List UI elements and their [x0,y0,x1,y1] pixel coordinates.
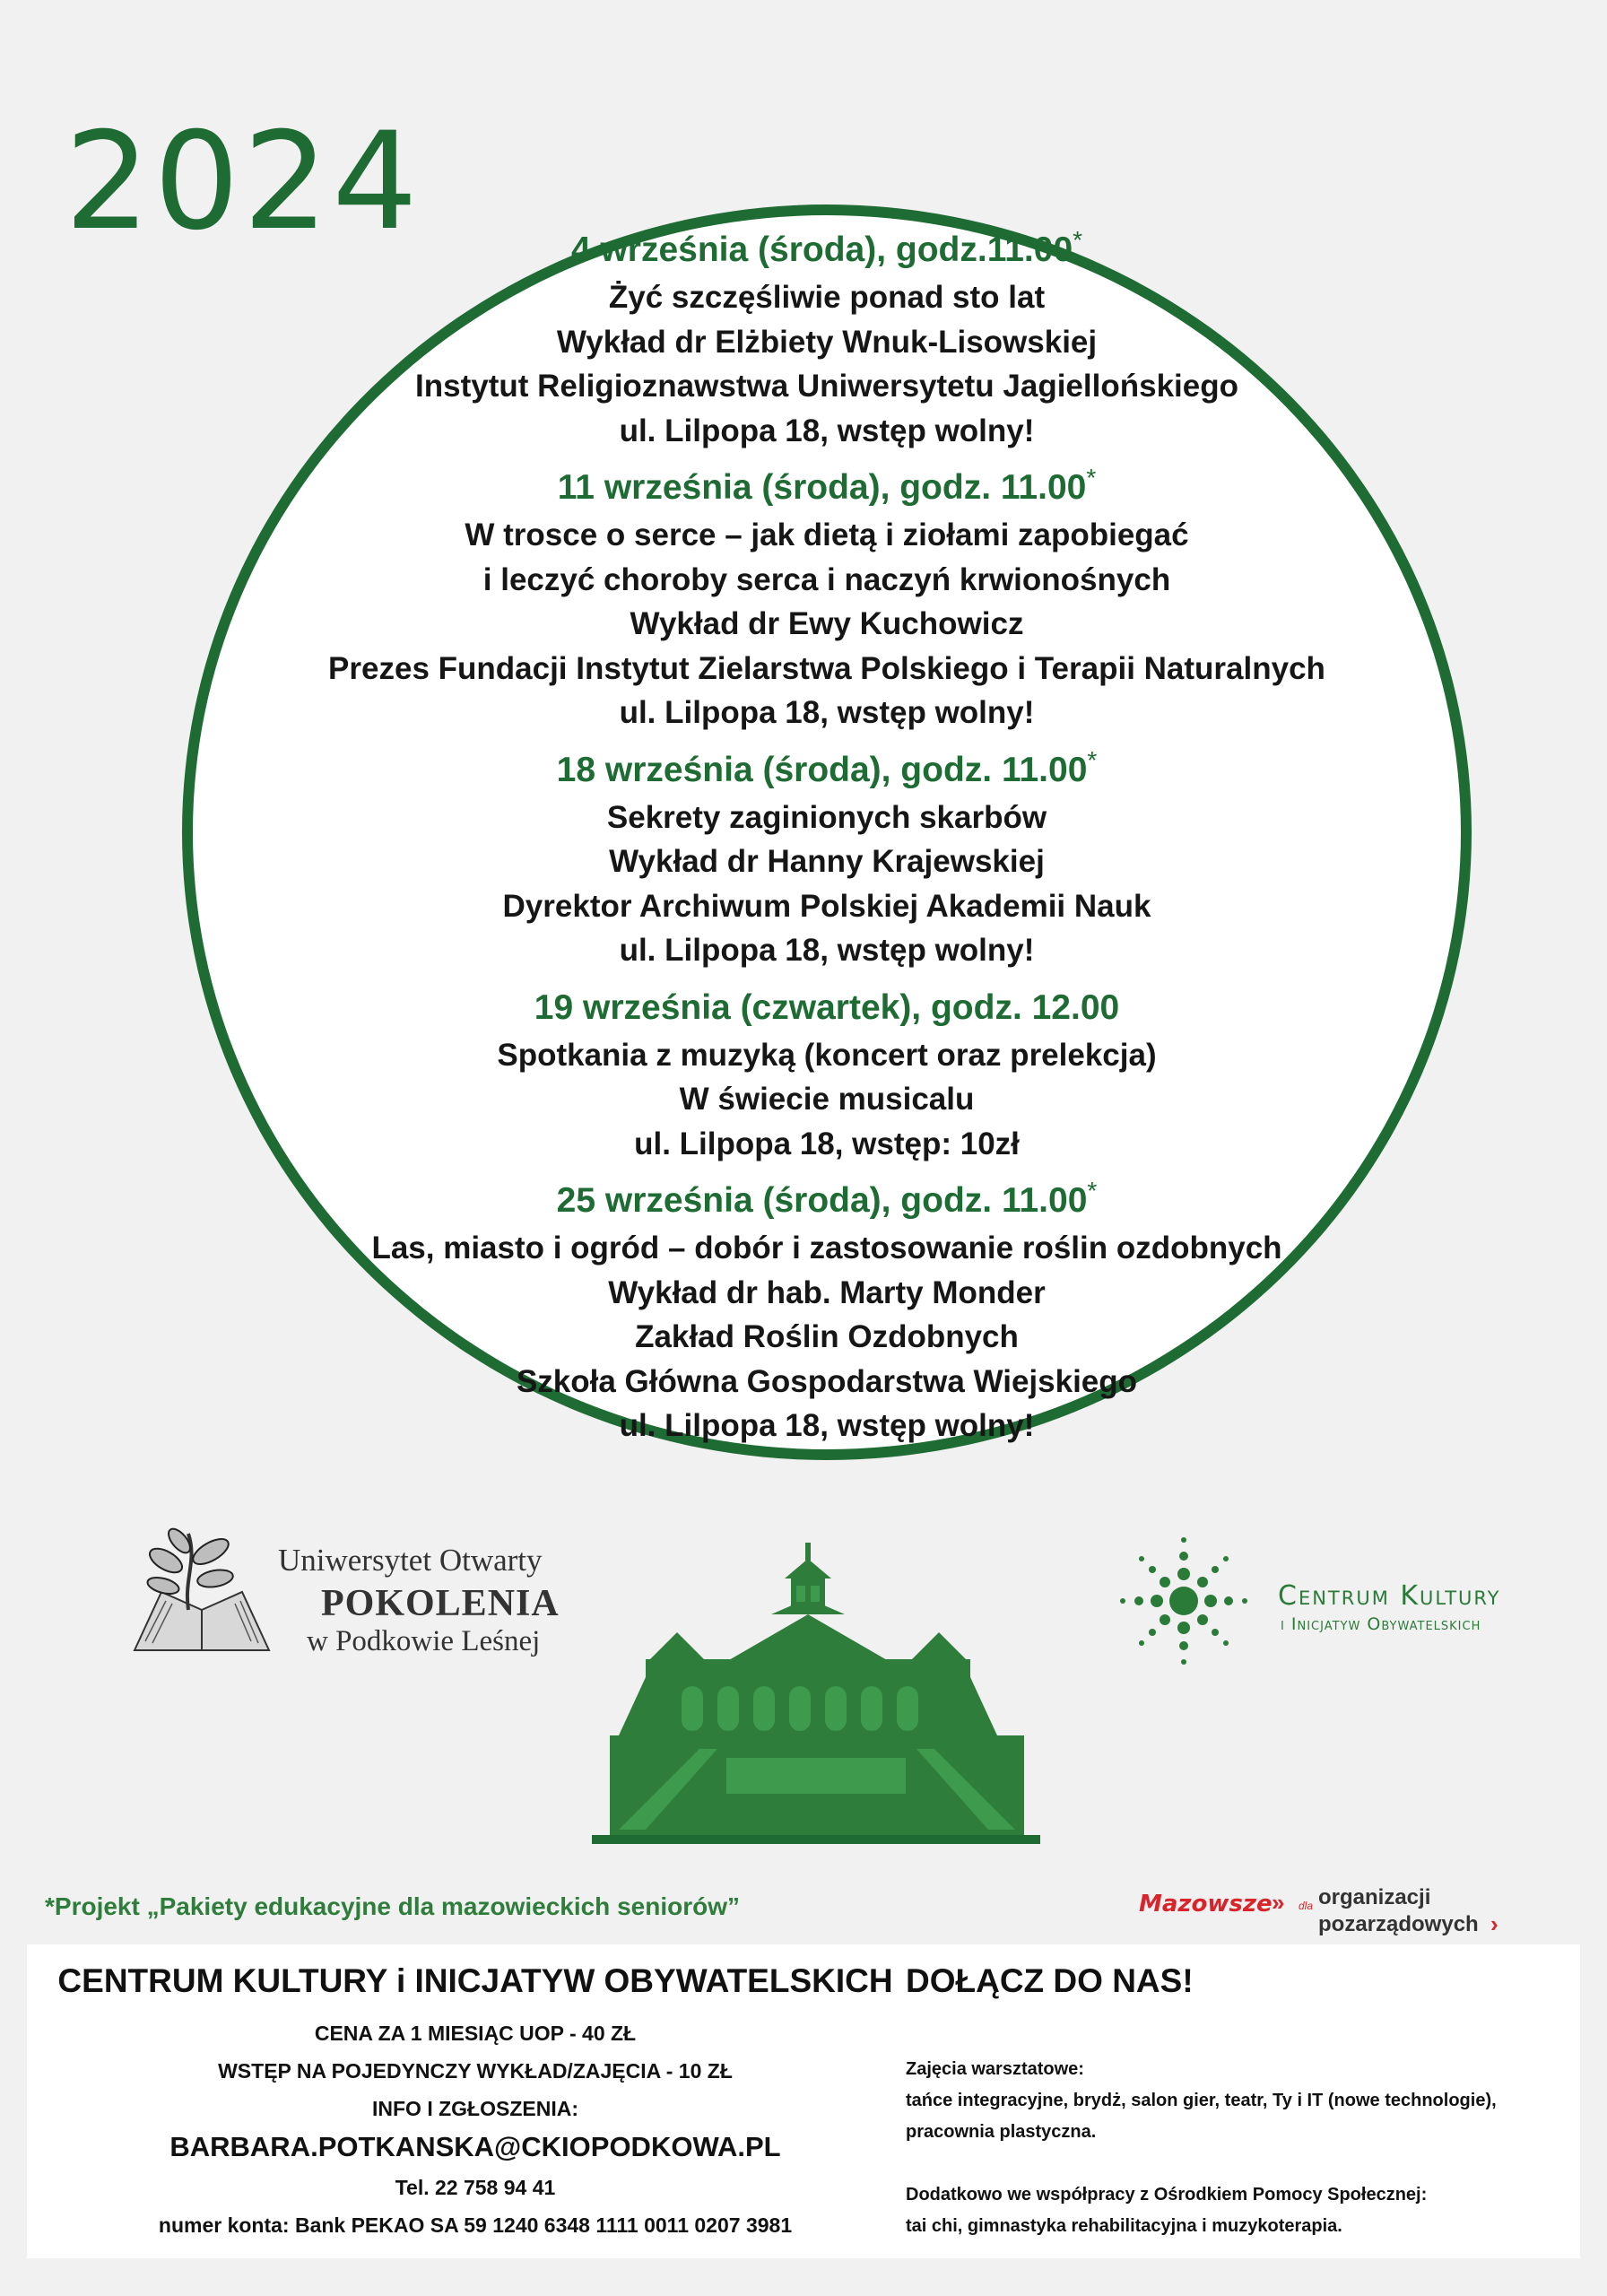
event-location: ul. Lilpopa 18, wstęp wolny! [619,695,1035,730]
event-location: ul. Lilpopa 18, wstęp wolny! [619,1408,1035,1443]
year-heading: 2024 [65,104,421,260]
building-illustration [592,1543,1040,1848]
event-title: Sekrety zaginionych skarbów [606,799,1047,835]
event-date: 11 września (środa), godz. 11.00* [557,464,1097,507]
event-item [182,215,1472,453]
uop-logo [126,1525,592,1686]
mazowsze-brand: Mazowsze [1139,1891,1273,1918]
price-month: CENA ZA 1 MIESIĄC UOP - 40 ZŁ [314,2022,637,2045]
event-title: Spotkania z muzyką (koncert oraz prelekcja) [497,1037,1157,1073]
uop-line1: Uniwersytet Otwarty [278,1543,543,1578]
event-lecturer: Wykład dr hab. Marty Monder [608,1274,1046,1310]
event-affiliation: Zakład Roślin Ozdobnych [635,1319,1019,1354]
event-title: Żyć szczęśliwie ponad sto lat [608,280,1046,315]
events-list [182,215,1472,1448]
event-item [182,453,1472,735]
mazowsze-logo [1139,1882,1516,1944]
event-title-cont: i leczyć choroby serca i naczyń krwionośnych [482,561,1171,597]
workshops-list-cont: pracownia plastyczna. [906,2122,1097,2142]
event-date: 4 września (środa), godz.11.00* [570,226,1083,269]
asterisk-mark: * [1086,464,1097,491]
mazowsze-org2: pozarządowych [1318,1912,1479,1936]
event-lecturer: Wykład dr Elżbiety Wnuk-Lisowskiej [556,324,1098,360]
extra-label: Dodatkowo we współpracy z Ośrodkiem Pomocy Społecznej: [906,2185,1428,2205]
info-title: CENTRUM KULTURY i INICJATYW OBYWATELSKICH [57,1962,893,1999]
ckio-line1: Centrum Kultury [1278,1580,1501,1612]
info-label: INFO I ZGŁOSZENIA: [372,2097,578,2120]
bank-account: numer konta: Bank PEKAO SA 59 1240 6348 1111 0011 0207 3981 [158,2213,793,2237]
event-lecturer: Wykład dr Hanny Krajewskiej [609,844,1045,879]
asterisk-mark: * [1087,1177,1098,1205]
asterisk-mark: * [1087,745,1098,774]
event-affiliation: Instytut Religioznawstwa Uniwersytetu Jagiellońskiego [415,369,1238,404]
join-title: DOŁĄCZ DO NAS! [906,1962,1194,1999]
event-affiliation-2: Szkoła Główna Gospodarstwa Wiejskiego [516,1363,1138,1399]
event-date: 18 września (środa), godz. 11.00* [556,745,1098,789]
mazowsze-dla: dla [1299,1900,1314,1912]
event-title: Las, miasto i ogród – dobór i zastosowanie roślin ozdobnych [371,1231,1282,1265]
event-lecturer: Wykład dr Ewy Kuchowicz [630,606,1024,641]
event-date: 25 września (środa), godz. 11.00* [556,1177,1098,1220]
extra-list: tai chi, gimnastyka rehabilitacyjna i muzykoterapia. [906,2216,1342,2236]
event-item [182,735,1472,973]
event-location: ul. Lilpopa 18, wstęp wolny! [619,413,1035,448]
price-single: WSTĘP NA POJEDYNCZY WYKŁAD/ZAJĘCIA - 10 ZŁ [218,2059,733,2083]
event-location: ul. Lilpopa 18, wstęp: 10zł [634,1126,1020,1161]
event-item [182,1166,1472,1448]
workshops-list: tańce integracyjne, brydż, salon gier, teatr, Ty i IT (nowe technologie), [906,2091,1497,2110]
uop-line2: POKOLENIA [321,1583,560,1624]
asterisk-mark: * [1073,226,1083,254]
event-item [182,973,1472,1167]
project-note: *Projekt „Pakiety edukacyjne dla mazowieckich seniorów” [45,1892,740,1920]
contact-email[interactable]: BARBARA.POTKANSKA@CKIOPODKOWA.PL [169,2131,781,2162]
event-affiliation: Dyrektor Archiwum Polskiej Akademii Nauk [502,888,1151,924]
event-location: ul. Lilpopa 18, wstęp wolny! [619,933,1035,968]
mazowsze-org1: organizacji [1318,1885,1431,1909]
contact-phone: Tel. 22 758 94 41 [395,2176,556,2199]
event-date: 19 września (czwartek), godz. 12.00 [534,987,1120,1027]
ckio-logo [1112,1529,1578,1673]
event-title: W trosce o serce – jak dietą i ziołami zapobiegać [465,517,1189,552]
ckio-line2: i Inicjatyw Obywatelskich [1281,1614,1481,1634]
sun-dots-icon [1112,1529,1264,1673]
event-subtitle: W świecie musicalu [679,1082,975,1117]
workshops-label: Zajęcia warsztatowe: [906,2059,1084,2079]
chevron-right-icon: › [1490,1910,1498,1937]
double-chevron-icon: » [1272,1889,1285,1916]
book-plant-icon [126,1525,278,1659]
event-affiliation: Prezes Fundacji Instytut Zielarstwa Polskiego i Terapii Naturalnych [328,650,1325,686]
info-panel [27,1944,1580,2258]
uop-line3: w Podkowie Leśnej [307,1625,541,1657]
